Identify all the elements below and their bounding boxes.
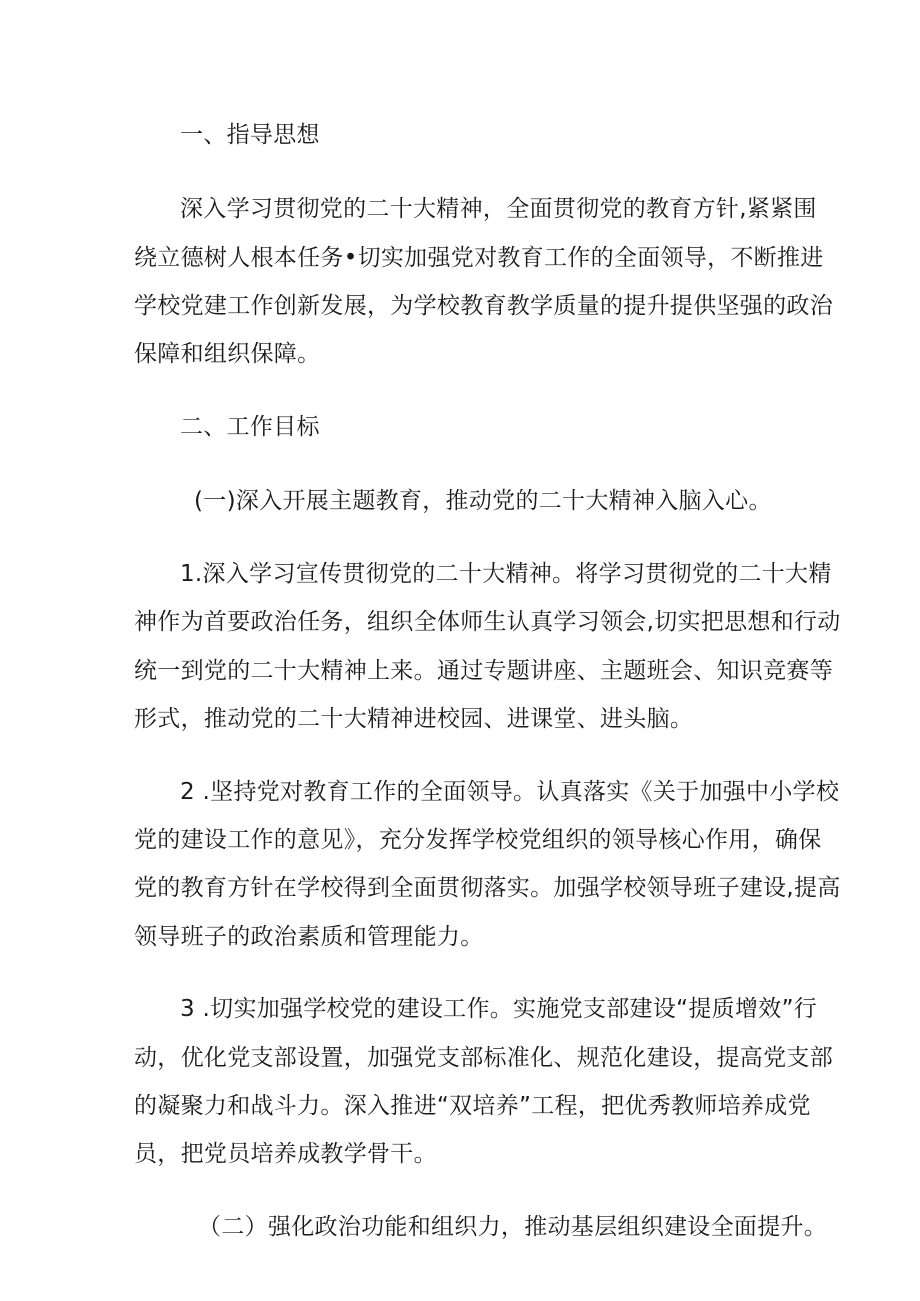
- subheading-political-function: （二）强化政治功能和组织力，推动基层组织建设全面提升。: [198, 1214, 828, 1240]
- section-heading-work-goals: 二、工作目标: [180, 414, 320, 440]
- subheading-theme-education: (一)深入开展主题教育，推动党的二十大精神入脑入心。: [194, 488, 772, 514]
- item-3-line: 的凝聚力和战斗力。深入推进“双培养”工程，把优秀教师培养成党: [134, 1093, 811, 1119]
- item-3-line: 动，优化党支部设置，加强党支部标准化、规范化建设，提高党支部: [134, 1045, 833, 1071]
- item-1-line: 1.深入学习宣传贯彻党的二十大精神。将学习贯彻党的二十大精: [180, 561, 832, 587]
- paragraph-line: 保障和组织保障。: [134, 341, 321, 367]
- item-3-line: 员，把党员培养成教学骨干。: [134, 1141, 437, 1167]
- paragraph-line: 学校党建工作创新发展，为学校教育教学质量的提升提供坚强的政治: [134, 293, 833, 319]
- item-3-line: 3 .切实加强学校党的建设工作。实施党支部建设“提质增效”行: [180, 996, 818, 1022]
- item-2-line: 党的教育方针在学校得到全面贯彻落实。加强学校领导班子建设,提高: [134, 875, 841, 901]
- paragraph-line: 绕立德树人根本任务•切实加强党对教育工作的全面领导，不断推进: [134, 245, 824, 271]
- item-2-line: 领导班子的政治素质和管理能力。: [134, 924, 484, 950]
- item-1-line: 统一到党的二十大精神上来。通过专题讲座、主题班会、知识竞赛等: [134, 658, 833, 684]
- item-1-line: 神作为首要政治任务，组织全体师生认真学习领会,切实把思想和行动: [134, 609, 841, 635]
- item-2-line: 党的建设工作的意见》，充分发挥学校党组织的领导核心作用，确保: [134, 827, 822, 853]
- section-heading-guiding-thought: 一、指导思想: [180, 122, 320, 148]
- paragraph-line: 深入学习贯彻党的二十大精神，全面贯彻党的教育方针,紧紧围: [180, 196, 817, 222]
- item-2-line: 2 .坚持党对教育工作的全面领导。认真落实《关于加强中小学校: [180, 779, 840, 805]
- item-1-line: 形式，推动党的二十大精神进校园、进课堂、进头脑。: [134, 706, 694, 732]
